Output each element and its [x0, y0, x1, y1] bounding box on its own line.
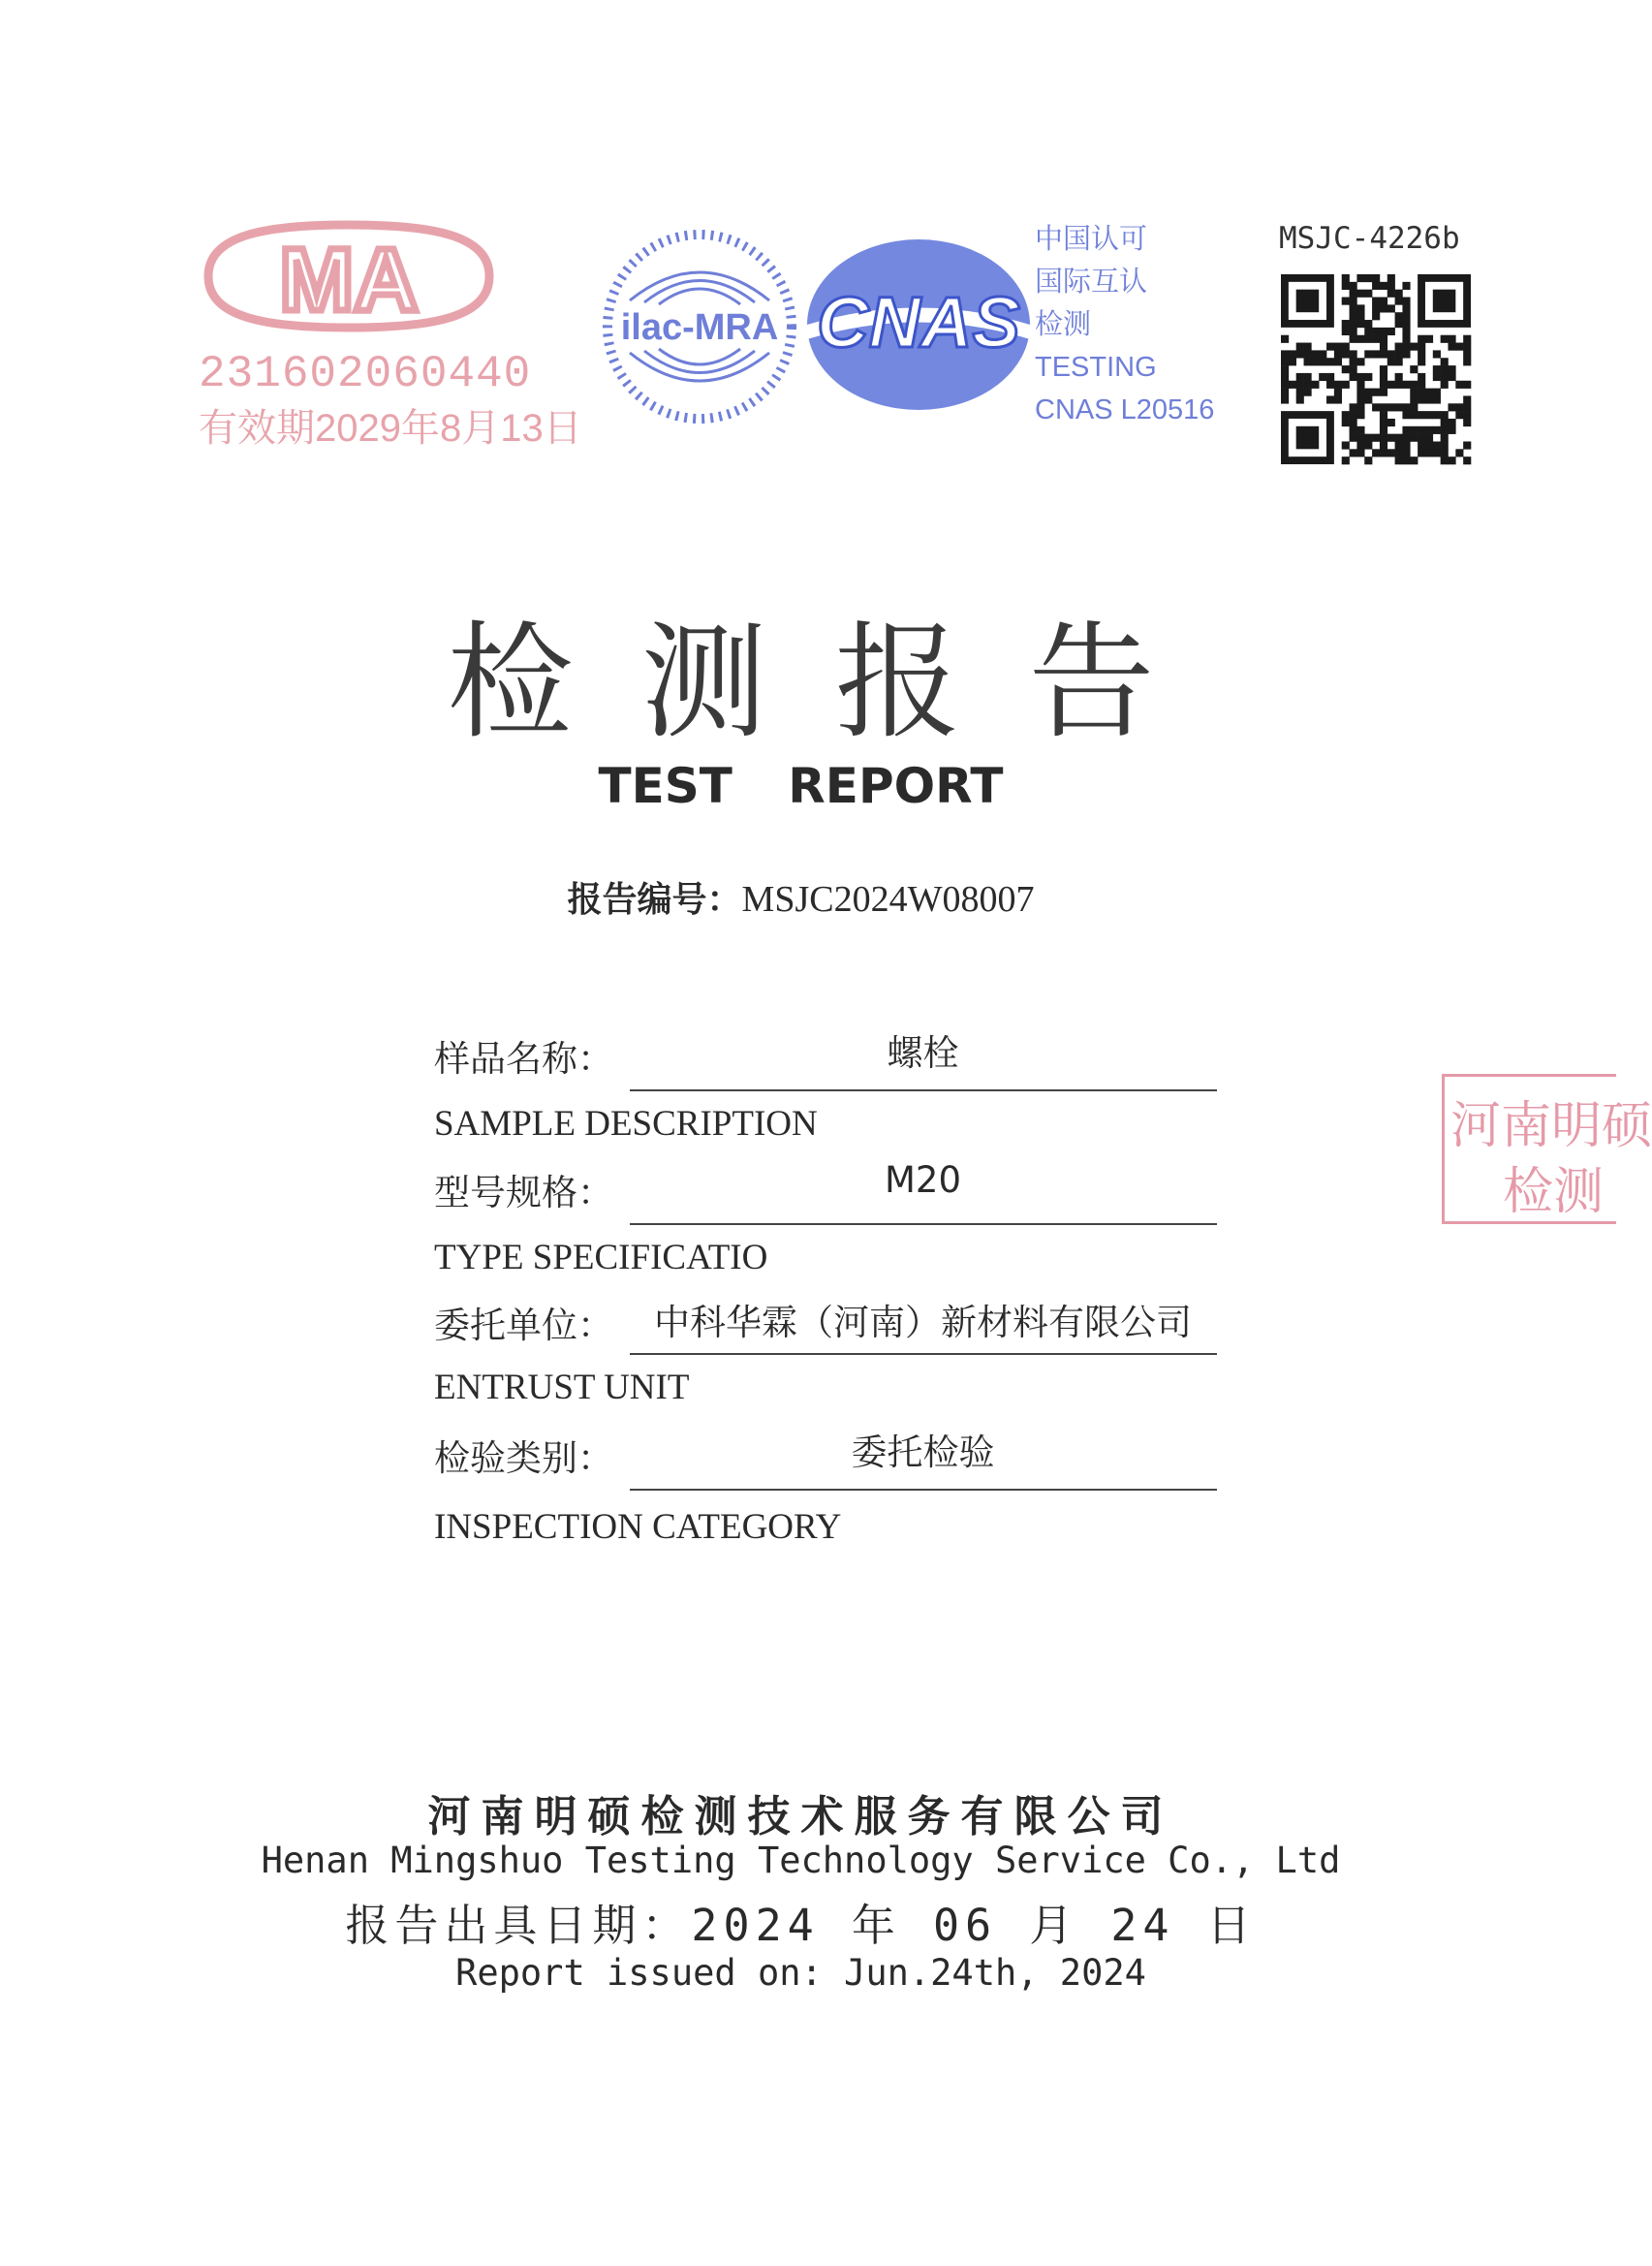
ilac-mra-logo-icon	[601, 225, 799, 428]
cnas-line: 中国认可	[1035, 224, 1148, 255]
ilac-logo-text: ilac-MRA	[620, 307, 779, 348]
cnas-line: 国际互认	[1035, 267, 1148, 298]
seal-line: 河南明硕	[1450, 1099, 1652, 1154]
cnas-line: 检测	[1035, 309, 1092, 340]
field-underline	[630, 1489, 1217, 1491]
field-label-en-type: TYPE SPECIFICATIO	[434, 1238, 768, 1277]
field-label-sample: 样品名称：	[434, 1038, 613, 1080]
field-label-category: 检验类别：	[434, 1437, 613, 1479]
cma-logo-text: MA	[279, 231, 419, 330]
document-code: MSJC-4226b	[1279, 221, 1460, 256]
field-label-en-entrust: ENTRUST UNIT	[434, 1368, 690, 1407]
cnas-logo-text: CNAS	[817, 282, 1020, 362]
field-value-category: 委托检验	[851, 1432, 995, 1473]
field-underline	[630, 1089, 1217, 1091]
page-title-cn: 检测报告	[447, 609, 1223, 756]
field-label-entrust: 委托单位：	[434, 1305, 613, 1346]
report-number-label: 报告编号：	[567, 880, 742, 920]
cnas-line: CNAS L20516	[1035, 394, 1215, 425]
company-name-cn: 河南明硕检测技术服务有限公司	[427, 1792, 1174, 1841]
cnas-accreditation-text	[1035, 218, 1214, 431]
cnas-logo-icon	[802, 233, 1035, 417]
company-name-en: Henan Mingshuo Testing Technology Service Co., Ltd	[261, 1840, 1341, 1881]
field-value-sample: 螺栓	[887, 1032, 959, 1074]
cnas-line: TESTING	[1035, 352, 1157, 383]
cma-number: 231602060440	[199, 349, 532, 399]
field-label-en-category: INSPECTION CATEGORY	[434, 1507, 842, 1547]
report-number-value: MSJC2024W08007	[741, 879, 1035, 920]
report-number	[0, 872, 1602, 922]
field-value-entrust: 中科华霖（河南）新材料有限公司	[654, 1302, 1192, 1343]
field-underline	[630, 1353, 1217, 1355]
field-label-type: 型号规格：	[434, 1172, 613, 1213]
field-label-en-sample: SAMPLE DESCRIPTION	[434, 1104, 818, 1144]
company-seal-stamp	[1442, 1074, 1652, 1224]
cma-validity: 有效期2029年8月13日	[199, 407, 582, 450]
issue-date-cn: 报告出具日期：2024 年 06 月 24 日	[345, 1900, 1257, 1951]
page-title-en: TEST REPORT	[598, 758, 1004, 814]
issue-date-en: Report issued on: Jun.24th, 2024	[455, 1952, 1146, 1994]
cma-stamp	[199, 213, 582, 456]
cma-logo-icon	[199, 213, 499, 339]
qr-code-icon	[1281, 274, 1471, 464]
field-value-type: M20	[884, 1159, 961, 1201]
seal-line: 检测	[1503, 1165, 1605, 1220]
field-underline	[630, 1223, 1217, 1225]
